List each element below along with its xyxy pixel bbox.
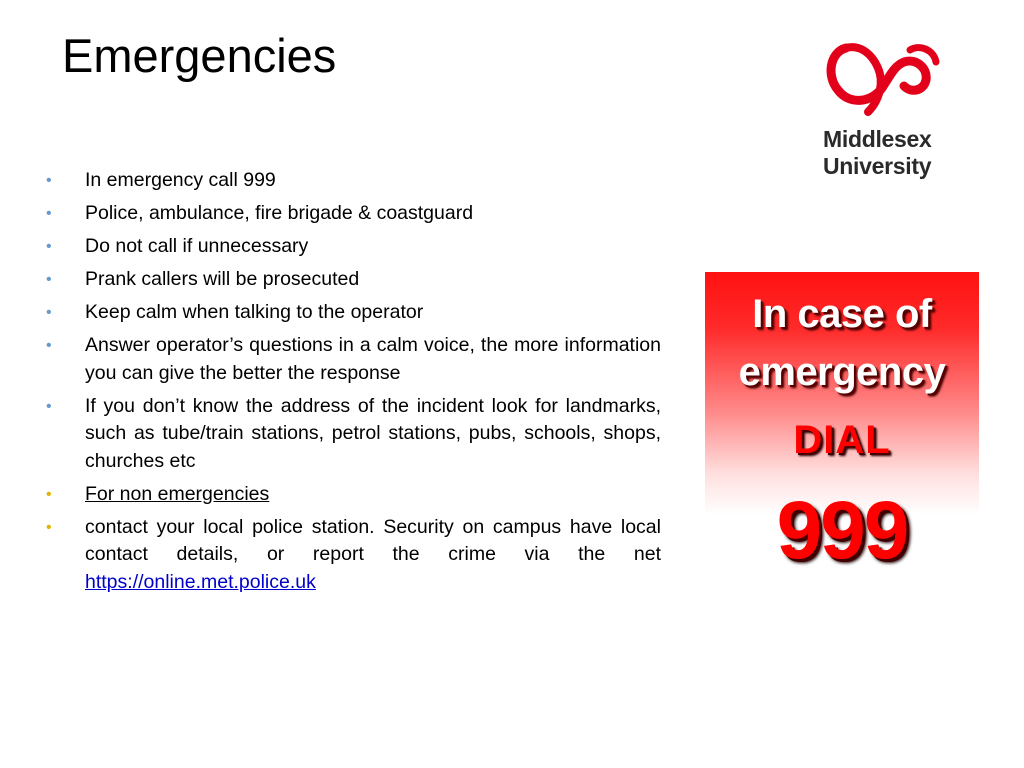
logo-line-1: Middlesex: [823, 126, 932, 152]
bullet-dot-icon: •: [46, 485, 52, 503]
sign-line-1: In case of: [752, 292, 932, 336]
middlesex-logo: [818, 38, 950, 188]
bullet-text: Keep calm when talking to the operator: [85, 301, 424, 323]
bullet-item: [45, 266, 661, 294]
bullet-text: Police, ambulance, fire brigade & coastguard: [85, 202, 474, 224]
bullet-dot-icon: •: [46, 518, 52, 536]
bullet-item: [45, 200, 661, 228]
non-emergency-heading: For non emergencies: [85, 482, 270, 505]
bullet-dot-icon: •: [46, 397, 52, 415]
bullet-text: If you don’t know the address of the incident look for landmarks, such as tube/train stations, petrol stations, pubs, schools, shops, churches etc: [85, 394, 661, 472]
bullet-dot-icon: •: [46, 271, 52, 288]
bullet-dot-icon: •: [46, 304, 52, 321]
logo-line-2: University: [823, 153, 932, 179]
bullet-text: Do not call if unnecessary: [85, 235, 309, 257]
bullet-text: Prank callers will be prosecuted: [85, 268, 360, 290]
sign-line-2: emergency: [738, 350, 946, 394]
bullet-text: contact your local police station. Security on campus have local contact details, or report the crime via the net: [85, 515, 661, 565]
bullet-item: [45, 393, 661, 476]
met-police-link[interactable]: https://online.met.police.uk: [85, 570, 316, 593]
bullet-dot-icon: •: [46, 205, 52, 222]
logo-wordmark: [823, 126, 932, 180]
bullet-item: [45, 299, 661, 327]
bullet-dot-icon: •: [46, 172, 52, 189]
bullet-list: [45, 167, 661, 602]
bullet-item: [45, 167, 661, 195]
bullet-item: [45, 514, 661, 597]
bullet-item: [45, 481, 661, 509]
bullet-text: In emergency call 999: [85, 169, 276, 191]
bullet-text: Answer operator’s questions in a calm voice, the more information you can give the better the response: [85, 334, 661, 384]
bullet-dot-icon: •: [46, 337, 52, 354]
bullet-item: [45, 332, 661, 387]
sign-dial: DIAL: [793, 418, 891, 462]
emergency-sign: [705, 272, 979, 584]
slide-title: Emergencies: [62, 29, 337, 82]
middlesex-logo-mark-icon: [824, 38, 942, 120]
bullet-item: [45, 233, 661, 261]
sign-number: 999: [776, 485, 908, 576]
bullet-dot-icon: •: [46, 238, 52, 255]
